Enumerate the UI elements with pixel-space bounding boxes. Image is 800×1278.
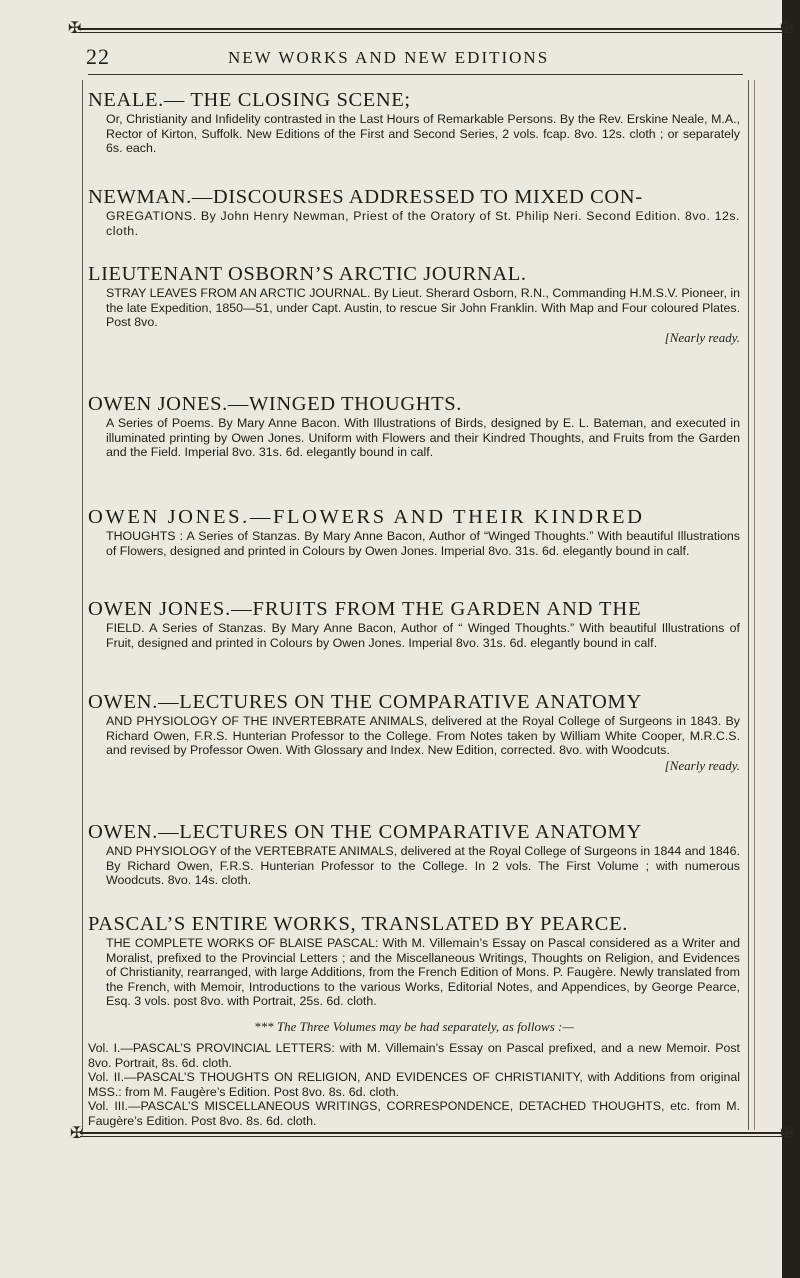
entry-body: AND PHYSIOLOGY of the VERTEBRATE ANIMALS, delivered at the Royal College of Surgeons in 1844 and 1846. By Richard Owen, F.R.S. Hunterian Professor to the College. In 2 vols. The First Volume ; with numerous Woodcuts. 8vo. 14s. cloth. — [106, 844, 740, 888]
bottom-border-rule-inner — [80, 1136, 792, 1137]
entry-neale — [88, 88, 740, 156]
right-border-rule — [748, 80, 749, 1130]
header-rule — [88, 74, 743, 75]
entry-title: OWEN JONES.—FRUITS FROM THE GARDEN AND THE — [88, 598, 642, 620]
corner-ornament-icon: ✠ — [780, 1125, 794, 1142]
volume-item: Vol. II.—PASCAL’S THOUGHTS ON RELIGION, AND EVIDENCES OF CHRISTIANITY, with Additions from original MSS.: from M. Faugère’s Edition. Post 8vo. 8s. 6d. cloth. — [88, 1070, 740, 1099]
entry-jones-winged — [88, 392, 740, 460]
entry-body: AND PHYSIOLOGY OF THE INVERTEBRATE ANIMALS, delivered at the Royal College of Surgeons in 1843. By Richard Owen, F.R.S. Hunterian Professor to the College. From Notes taken by William White Cooper, M.R.C.S. and revised by Professor Owen. With Glossary and Index. New Edition, corrected. 8vo. with Woodcuts. — [106, 714, 740, 758]
page-edge-shadow — [782, 0, 800, 1278]
corner-ornament-icon: ✠ — [70, 1125, 84, 1142]
volume-item: Vol. I.—PASCAL’S PROVINCIAL LETTERS: with M. Villemain’s Essay on Pascal prefixed, and a new Memoir. Post 8vo. Portrait, 8s. 6d. cloth. — [88, 1040, 740, 1070]
entry-status: [Nearly ready. — [664, 757, 740, 773]
entry-owen-vertebrate — [88, 820, 740, 888]
top-border-rule-inner — [78, 32, 792, 33]
entry-status: [Nearly ready. — [664, 329, 740, 345]
entry-jones-flowers — [88, 505, 740, 558]
entry-body: Or, Christianity and Infidelity contrasted in the Last Hours of Remarkable Persons. By the Rev. Erskine Neale, M.A., Rector of Kirton, Suffolk. New Editions of the First and Second Series, 2 vols. fcap. 8vo. 12s. cloth ; or separately 6s. each. — [106, 112, 740, 156]
entry-note: *** The Three Volumes may be had separately, as follows :— — [254, 1018, 574, 1034]
entry-body: THOUGHTS : A Series of Stanzas. By Mary Anne Bacon, Author of “Winged Thoughts.” With beautiful Illustrations of Flowers, designed and printed in Colours by Owen Jones. Imperial 8vo. 31s. 6d. elegantly bound in calf. — [106, 529, 740, 558]
page-number: 22 — [86, 44, 110, 69]
entry-title: OWEN.—LECTURES ON THE COMPARATIVE ANATOMY — [88, 821, 642, 843]
top-border-rule — [78, 28, 792, 30]
entry-title: PASCAL’S ENTIRE WORKS, TRANSLATED BY PEARCE. — [88, 913, 628, 935]
entry-body: A Series of Poems. By Mary Anne Bacon. With Illustrations of Birds, designed by E. L. Bateman, and executed in illuminated printing by Owen Jones. Uniform with Flowers and their Kindred Thoughts, and Fruits from the Garden and the Field. Imperial 8vo. 31s. 6d. elegantly bound in calf. — [106, 416, 740, 460]
entry-title: OWEN JONES.—WINGED THOUGHTS. — [88, 393, 462, 415]
entry-jones-fruits — [88, 597, 740, 650]
entry-pascal — [88, 912, 740, 1129]
corner-ornament-icon: ✠ — [780, 20, 794, 37]
entry-osborn — [88, 262, 740, 346]
left-border-rule — [82, 80, 83, 1130]
corner-ornament-icon: ✠ — [68, 20, 82, 37]
entry-title: NEALE.— THE CLOSING SCENE; — [88, 89, 411, 111]
bottom-border-rule — [80, 1132, 792, 1134]
entry-title: OWEN.—LECTURES ON THE COMPARATIVE ANATOMY — [88, 691, 642, 713]
entry-body: STRAY LEAVES FROM AN ARCTIC JOURNAL. By Lieut. Sherard Osborn, R.N., Commanding H.M.S.V. Pioneer, in the late Expedition, 1850—51, under Capt. Austin, to rescue Sir John Franklin. With Map and Four coloured Plates. Post 8vo. — [106, 286, 740, 330]
entry-newman — [88, 185, 740, 238]
entry-body: GREGATIONS. By John Henry Newman, Priest of the Oratory of St. Philip Neri. Second Edition. 8vo. 12s. cloth. — [106, 209, 740, 238]
right-border-rule-outer — [754, 80, 755, 1130]
running-head: NEW WORKS AND NEW EDITIONS — [228, 48, 550, 67]
volume-item: Vol. III.—PASCAL’S MISCELLANEOUS WRITINGS, CORRESPONDENCE, DETACHED THOUGHTS, etc. from M. Faugère’s Edition. Post 8vo. 8s. 6d. cloth. — [88, 1099, 740, 1128]
entry-title: LIEUTENANT OSBORN’S ARCTIC JOURNAL. — [88, 263, 527, 285]
entry-title: OWEN JONES.—FLOWERS AND THEIR KINDRED — [88, 506, 645, 528]
entry-body: THE COMPLETE WORKS OF BLAISE PASCAL: With M. Villemain’s Essay on Pascal considered as a Writer and Moralist, prefixed to the Provincial Letters ; and the Miscellaneous Writings, Thoughts on Religion, and Evidences of Christianity, rearranged, with large Additions, from the French Edition of Mons. P. Faugère. Newly translated from the French, with Memoir, Introductions to the various Works, Editorial Notes, and Appendices, by George Pearce, Esq. 3 vols. post 8vo. with Portrait, 25s. 6d. cloth. — [106, 936, 740, 1009]
entry-owen-invertebrate — [88, 690, 740, 774]
entry-body: FIELD. A Series of Stanzas. By Mary Anne Bacon, Author of “ Winged Thoughts.” With beautiful Illustrations of Fruit, designed and printed in Colours by Owen Jones. Imperial 8vo. 31s. 6d. elegantly bound in calf. — [106, 621, 740, 650]
entry-title: NEWMAN.—DISCOURSES ADDRESSED TO MIXED CON- — [88, 186, 643, 208]
